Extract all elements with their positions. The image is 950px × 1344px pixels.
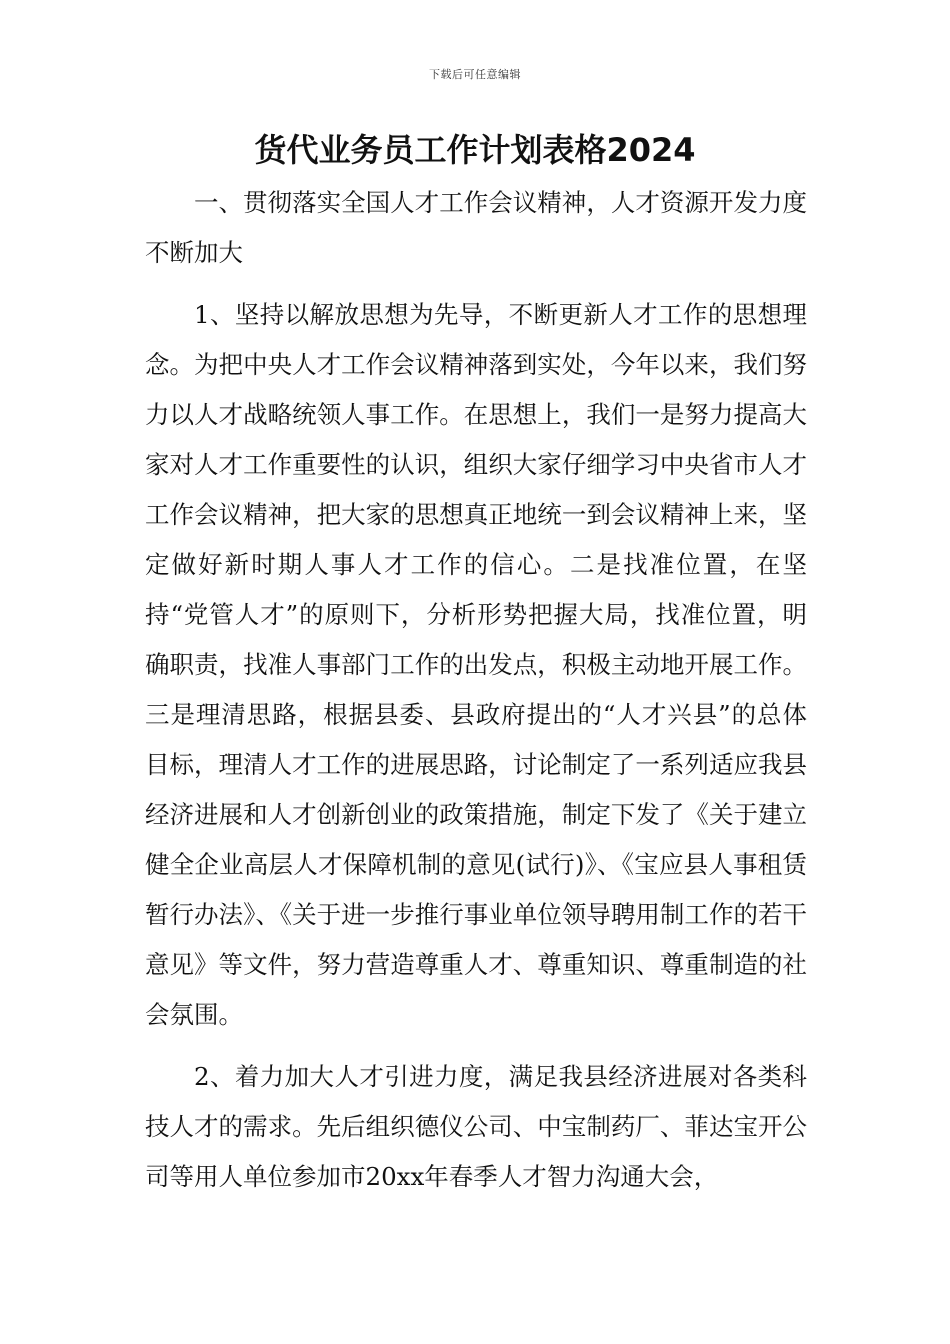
document-body bbox=[145, 178, 807, 1202]
document-title: 货代业务员工作计划表格2024 bbox=[254, 131, 696, 169]
paragraph-item-1: 1、坚持以解放思想为先导，不断更新人才工作的思想理念。为把中央人才工作会议精神落到实处，今年以来，我们努力以人才战略统领人事工作。在思想上，我们一是努力提高大家对人才工作重要性的认识，组织大家仔细学习中央省市人才工作会议精神，把大家的思想真正地统一到会议精神上来，坚定做好新时期人事人才工作的信心。二是找准位置，在坚持“党管人才”的原则下，分析形势把握大局，找准位置，明确职责，找准人事部门工作的出发点，积极主动地开展工作。三是理清思路，根据县委、县政府提出的“人才兴县”的总体目标，理清人才工作的进展思路，讨论制定了一系列适应我县经济进展和人才创新创业的政策措施，制定下发了《关于建立健全企业高层人才保障机制的意见(试行)》、《宝应县人事租赁暂行办法》、《关于进一步推行事业单位领导聘用制工作的若干意见》等文件，努力营造尊重人才、尊重知识、尊重制造的社会氛围。 bbox=[145, 300, 807, 1029]
header-note: 下载后可任意编辑 bbox=[429, 68, 521, 81]
paragraph-section-heading: 一、贯彻落实全国人才工作会议精神，人才资源开发力度不断加大 bbox=[145, 188, 807, 267]
paragraph-item-2: 2、着力加大人才引进力度，满足我县经济进展对各类科技人才的需求。先后组织德仪公司、中宝制药厂、菲达宝开公司等用人单位参加市20xx年春季人才智力沟通大会， bbox=[145, 1062, 807, 1191]
